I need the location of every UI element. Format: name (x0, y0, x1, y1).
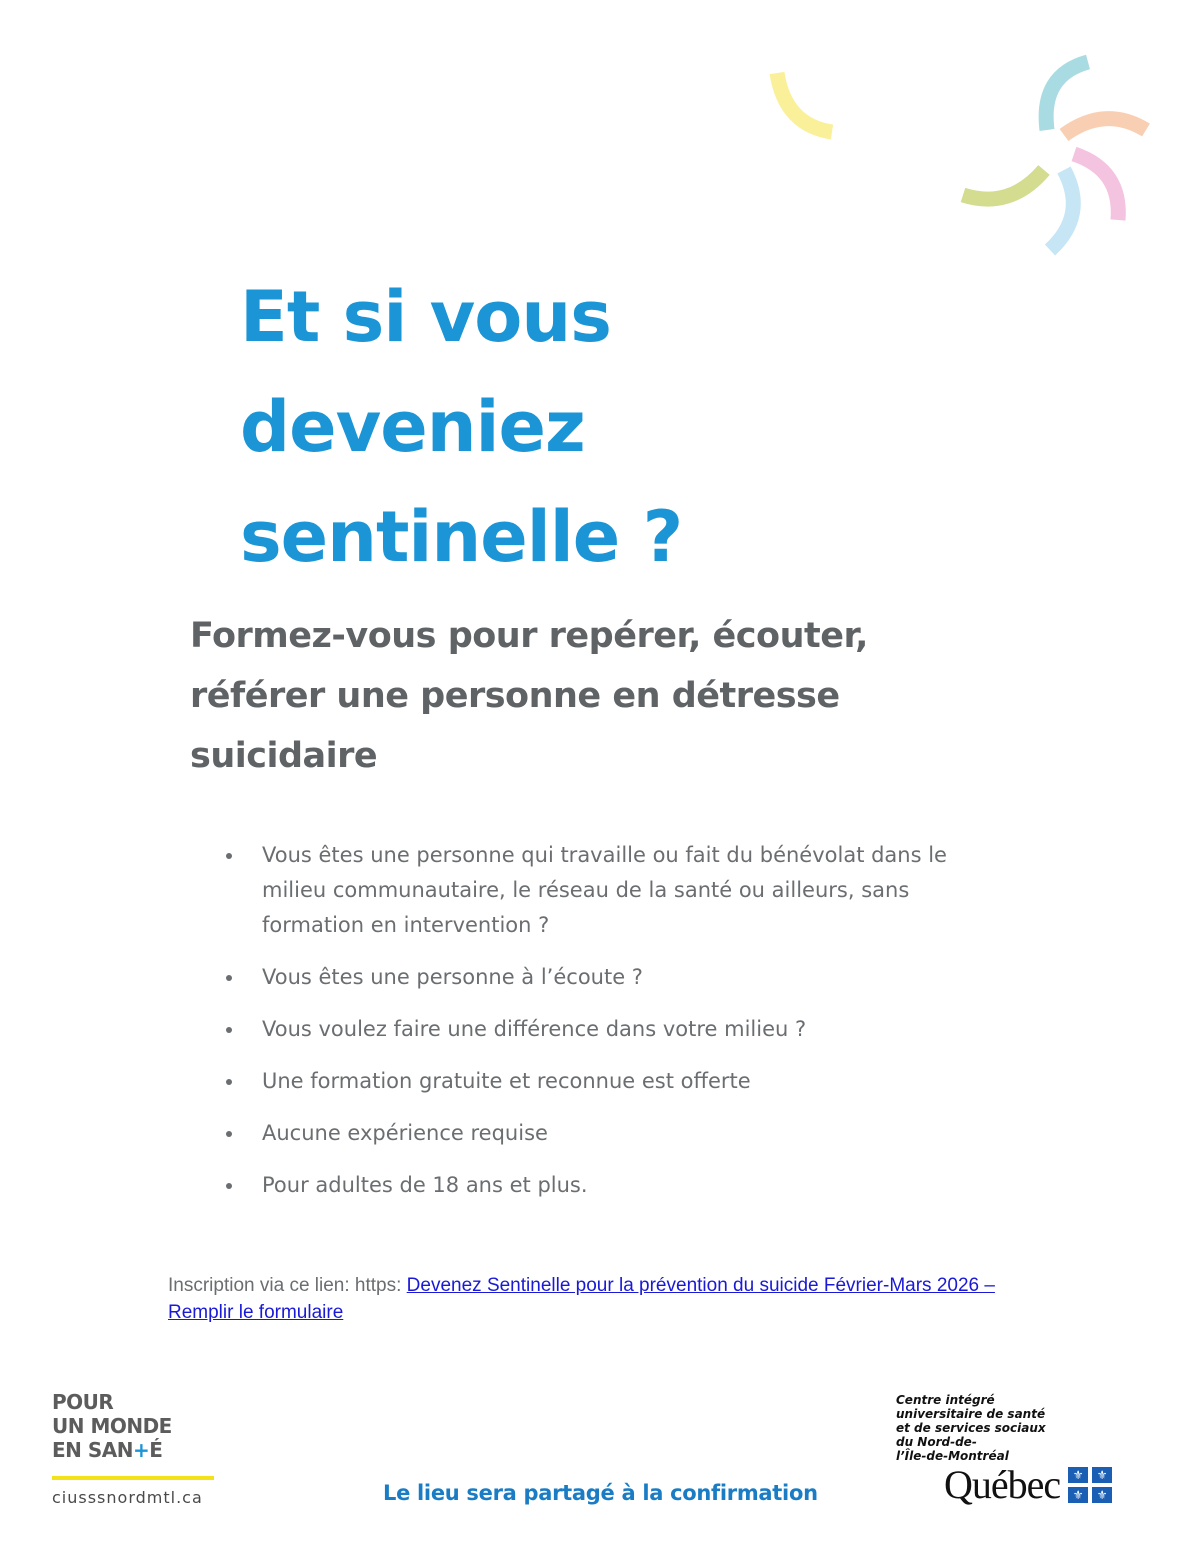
teal-arc-icon (1046, 62, 1088, 130)
org-name-line: du Nord-de- (896, 1435, 977, 1449)
list-item (222, 1064, 982, 1099)
decorative-arcs (0, 0, 1199, 300)
quebec-ciusss-logo (896, 1393, 1156, 1505)
tagline-line (52, 1438, 222, 1462)
fleur-de-lis-icon: ⚜ (1092, 1467, 1112, 1483)
bullet-icon (226, 1183, 232, 1189)
list-item-text: Aucune expérience requise (262, 1121, 548, 1145)
list-item (222, 960, 982, 995)
registration-prefix: Inscription via ce lien: https: (168, 1275, 407, 1296)
subtitle-line: référer une personne en détresse (190, 676, 840, 716)
fleur-de-lis-icon: ⚜ (1068, 1467, 1088, 1483)
list-item (222, 838, 982, 943)
fleur-de-lis-icon: ⚜ (1092, 1487, 1112, 1503)
location-note: Le lieu sera partagé à la confirmation (383, 1481, 818, 1505)
green-arc-icon (963, 170, 1044, 199)
yellow-divider (52, 1476, 214, 1480)
list-item-text: Vous êtes une personne à l’écoute ? (262, 965, 643, 989)
fleur-de-lis-icon: ⚜ (1068, 1487, 1088, 1503)
tagline-text: É (149, 1438, 163, 1462)
subtitle-line: suicidaire (190, 736, 378, 776)
org-name-line: et de services sociaux (896, 1421, 1046, 1435)
bullet-icon (226, 1079, 232, 1085)
org-name-line: Centre intégré (896, 1393, 995, 1407)
title-line: Et si vous (240, 276, 611, 358)
quebec-flag-icon (1068, 1467, 1112, 1503)
ciusss-tagline-logo (52, 1390, 222, 1507)
peach-arc-icon (1064, 119, 1146, 135)
registration-link[interactable]: Devenez Sentinelle pour la prévention du suicide Février-Mars 2026 – Remplir le formulaire (168, 1275, 995, 1323)
page-title (240, 262, 682, 592)
list-item-text: Une formation gratuite et reconnue est offerte (262, 1069, 751, 1093)
title-line: sentinelle ? (240, 496, 683, 578)
org-name-line: universitaire de santé (896, 1407, 1046, 1421)
pink-arc-icon (1074, 154, 1118, 220)
bullet-icon (226, 853, 232, 859)
lightblue-arc-icon (1050, 170, 1073, 250)
org-name-line: l’Île-de-Montréal (896, 1449, 1009, 1463)
tagline-line: POUR (52, 1390, 114, 1414)
list-item (222, 1012, 982, 1047)
bullet-icon (226, 975, 232, 981)
bullet-icon (226, 1027, 232, 1033)
list-item-text: Pour adultes de 18 ans et plus. (262, 1173, 588, 1197)
eligibility-list (222, 838, 982, 1220)
quebec-wordmark: Québec (944, 1462, 1061, 1507)
plus-icon: + (132, 1438, 150, 1462)
tagline-line: UN MONDE (52, 1414, 172, 1438)
list-item (222, 1116, 982, 1151)
title-line: deveniez (240, 386, 585, 468)
list-item-text: Vous êtes une personne qui travaille ou fait du bénévolat dans le milieu communautaire, le réseau de la santé ou ailleurs, sans formation en intervention ? (262, 843, 947, 937)
registration-note (168, 1272, 1048, 1326)
subtitle-line: Formez-vous pour repérer, écouter, (190, 616, 868, 656)
list-item-text: Vous voulez faire une différence dans votre milieu ? (262, 1017, 807, 1041)
list-item (222, 1168, 982, 1203)
bullet-icon (226, 1131, 232, 1137)
quebec-wordmark-row (944, 1462, 1156, 1507)
tagline-text: EN SAN (52, 1438, 133, 1462)
subtitle (190, 606, 950, 786)
yellow-arc-icon (777, 73, 832, 132)
website-url: ciusssnordmtl.ca (52, 1488, 203, 1507)
